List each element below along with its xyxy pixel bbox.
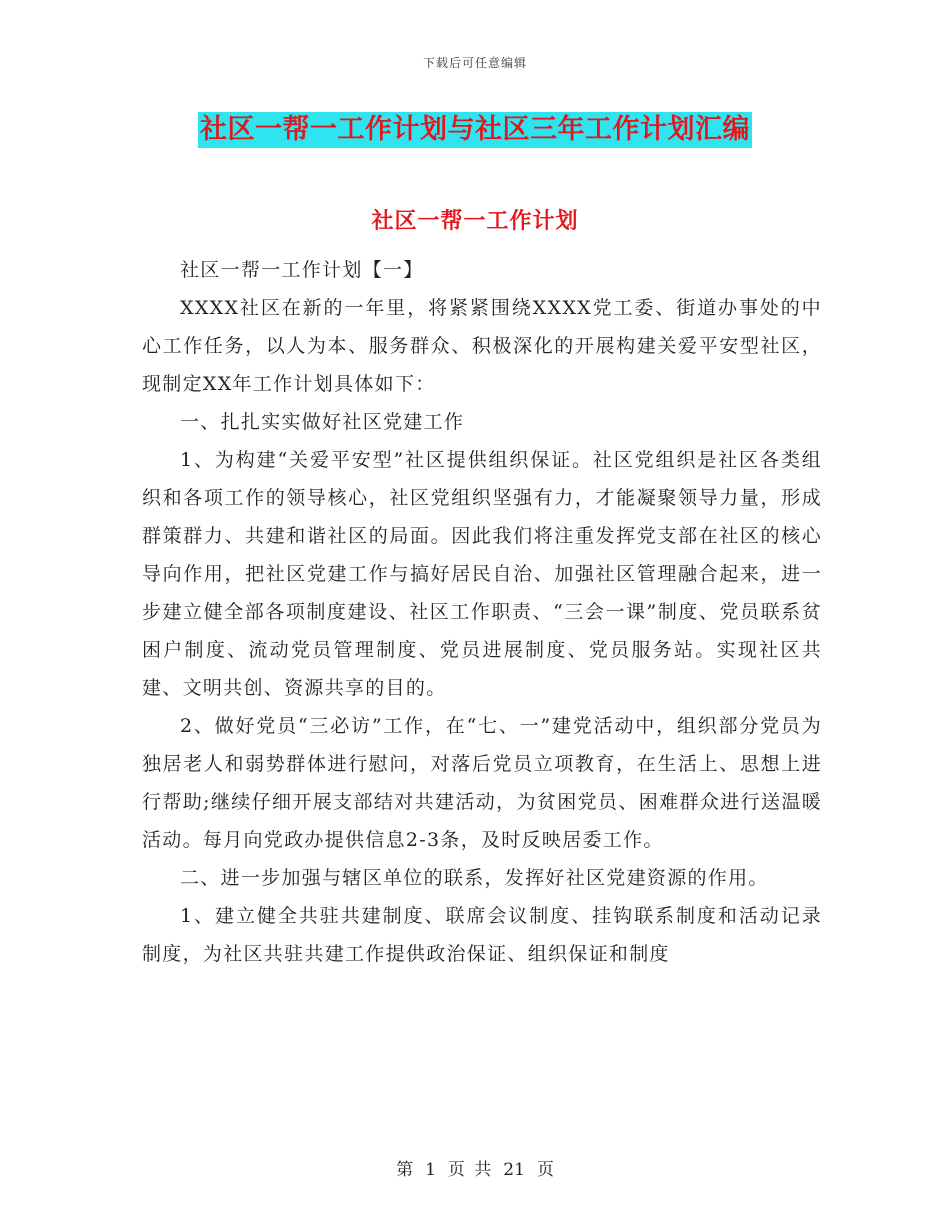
footer-label-page: 第 [396, 1160, 414, 1180]
footer-label-of: 页 共 [447, 1160, 492, 1180]
paragraph-subheading: 社区一帮一工作计划【一】 [180, 259, 424, 281]
document-title-container [0, 112, 950, 148]
footer-total-pages: 21 [503, 1160, 525, 1180]
paragraph-item-1-2: 2、做好党员“三必访”工作，在“七、一”建党活动中，组织部分党员为独居老人和弱势群体进行慰问，对落后党员立项教育，在生活上、思想上进行帮助;继续仔细开展支部结对共建活动，为贫困党员、困难群众进行送温暖活动。每月向党政办提供信息2-3条，及时反映居委工作。 [142, 715, 822, 851]
footer-label-end: 页 [536, 1160, 554, 1180]
page-footer [0, 1155, 950, 1180]
footer-current-page: 1 [425, 1160, 436, 1180]
document-title: 社区一帮一工作计划与社区三年工作计划汇编 [198, 112, 752, 148]
section-title: 社区一帮一工作计划 [371, 208, 579, 234]
paragraph-heading-two: 二、进一步加强与辖区单位的联系，发挥好社区党建资源的作用。 [180, 867, 769, 889]
paragraph-heading-one: 一、扎扎实实做好社区党建工作 [180, 411, 465, 433]
paragraph-item-2-1: 1、建立健全共驻共建制度、联席会议制度、挂钩联系制度和活动记录制度，为社区共驻共建工作提供政治保证、组织保证和制度 [142, 905, 822, 965]
paragraph-item-1-1: 1、为构建“关爱平安型”社区提供组织保证。社区党组织是社区各类组织和各项工作的领导核心，社区党组织坚强有力，才能凝聚领导力量，形成群策群力、共建和谐社区的局面。因此我们将注重发挥党支部在社区的核心导向作用，把社区党建工作与搞好居民自治、加强社区管理融合起来，进一步建立健全部各项制度建设、社区工作职责、“三会一课”制度、党员联系贫困户制度、流动党员管理制度、党员进展制度、党员服务站。实现社区共建、文明共创、资源共享的目的。 [142, 449, 822, 699]
page-header-note: 下载后可任意编辑 [422, 56, 527, 70]
document-body [142, 251, 822, 973]
paragraph-intro: XXXX社区在新的一年里，将紧紧围绕XXXX党工委、街道办事处的中心工作任务，以人为本、服务群众、积极深化的开展构建关爱平安型社区，现制定XX年工作计划具体如下： [142, 297, 822, 395]
